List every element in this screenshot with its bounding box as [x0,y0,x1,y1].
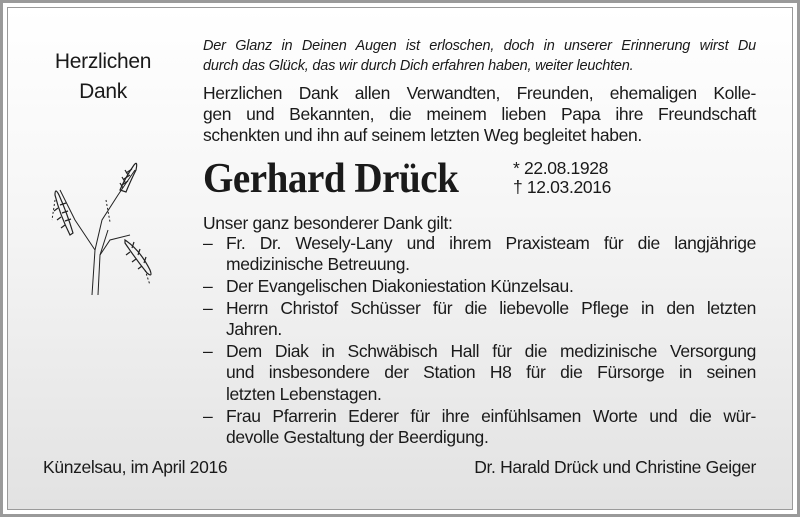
bullet-dash: – [203,341,213,361]
quote-line-1: Der Glanz in Deinen Augen ist erloschen, doch in unserer Erinnerung wirst Du [203,38,756,54]
signature: Dr. Harald Drück und Christine Geiger [474,457,756,477]
death-date: † 12.03.2016 [513,177,611,197]
thanks-item-3-line-2: Jahren. [226,319,282,339]
birth-date: * 22.08.1928 [513,158,609,178]
heading-line-1: Herzlichen [54,50,152,73]
thanks-heading: Unser ganz besonderer Dank gilt: [203,213,453,233]
bullet-dash: – [203,233,213,253]
bullet-dash: – [203,406,213,426]
thanks-item-4-line-3: letzten Lebenstagen. [226,384,382,404]
thanks-item-5-line-2: devolle Gestaltung der Beerdigung. [226,427,489,447]
bullet-dash: – [203,298,213,318]
place-date: Künzelsau, im April 2016 [43,457,228,477]
heading-line-2: Dank [79,80,127,103]
thanks-item-1-line-1: Fr. Dr. Wesely-Lany und ihrem Praxisteam für die langjährige [226,233,756,253]
intro-line-2: gen und Bekannten, die meinem lieben Papa ihre Freundschaft [203,104,756,124]
intro-line-3: schenkten und ihn auf seinem letzten Weg begleitet haben. [203,125,642,145]
quote-line-2: durch das Glück, das wir durch Dich erfahren haben, weiter leuchten. [203,58,634,74]
thanks-item-4-line-2: und insbesondere der Station H8 für die Fürsorge in seinen [226,362,756,382]
bullet-dash: – [203,276,213,296]
intro-line-1: Herzlichen Dank allen Verwandten, Freunden, ehemaligen Kolle- [203,83,756,103]
deceased-name: Gerhard Drück [203,156,459,202]
thanks-item-4-line-1: Dem Diak in Schwäbisch Hall für die medizinische Versorgung [226,341,756,361]
thanks-item-2-line-1: Der Evangelischen Diakoniestation Künzelsau. [226,276,574,296]
wheat-illustration-icon [40,160,170,295]
thanks-item-1-line-2: medizinische Betreuung. [226,254,410,274]
thanks-item-5-line-1: Frau Pfarrerin Ederer für ihre einfühlsamen Worte und die wür- [226,406,756,426]
thanks-item-3-line-1: Herrn Christof Schüsser für die liebevolle Pflege in den letzten [226,298,756,318]
